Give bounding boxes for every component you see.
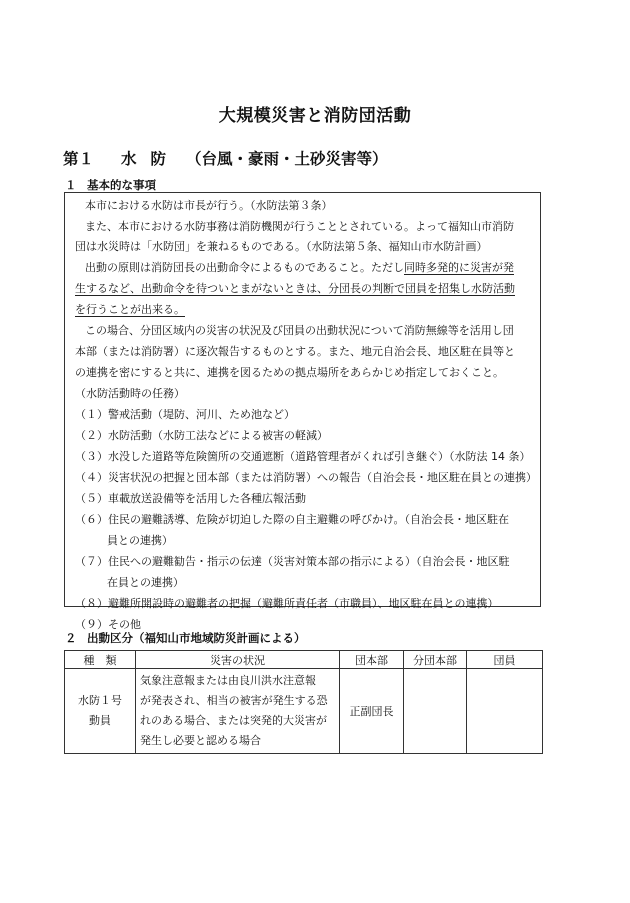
list-item: （７）住民への避難勧告・指示の伝達（災害対策本部の指示による）（自治会長・地区駐 bbox=[75, 555, 510, 568]
column-header-member: 団員 bbox=[467, 651, 543, 669]
list-item: （２）水防活動（水防工法などによる被害の軽減） bbox=[75, 429, 328, 442]
cell-hq: 正副団長 bbox=[340, 669, 404, 754]
list-item: （６）住民の避難誘導、危険が切迫した際の自主避難の呼びかけ。（自治会長・地区駐在 bbox=[75, 513, 510, 526]
section-2-title: 出動区分（福知山市地域防災計画による） bbox=[87, 631, 306, 645]
section-1-box bbox=[64, 192, 541, 631]
list-item-continuation: 員との連携） bbox=[107, 534, 173, 547]
paragraph-line: 団は水災時は「水防団」を兼ねるものである。（水防法第５条、福知山市水防計画） bbox=[75, 240, 488, 253]
underlined-text: 同時多発的に災害が発 bbox=[404, 261, 514, 274]
paragraph-line: 本市における水防は市長が行う。（水防法第３条） bbox=[85, 199, 333, 212]
table-row bbox=[65, 669, 543, 754]
section-1-title: 基本的な事項 bbox=[87, 178, 156, 192]
section-1-heading bbox=[65, 177, 156, 193]
condition-line: れのある場合、または突発的大災害が bbox=[140, 714, 327, 727]
list-item: （５）車載放送設備等を活用した各種広報活動 bbox=[75, 492, 306, 505]
list-item-continuation: 在員との連携） bbox=[107, 576, 184, 589]
column-header-condition: 災害の状況 bbox=[136, 651, 340, 669]
table-header-row bbox=[65, 651, 543, 669]
paragraph-text: 出動の原則は消防団長の出動命令によるものであること。ただし bbox=[85, 261, 404, 274]
condition-line: 気象注意報または由良川洪水注意報 bbox=[140, 674, 316, 687]
column-header-kind: 種 類 bbox=[65, 651, 136, 669]
chapter-number: 第１ bbox=[63, 150, 95, 168]
section-2-number: ２ bbox=[65, 631, 77, 645]
list-item: （１）警戒活動（堤防、河川、ため池など） bbox=[75, 408, 295, 421]
cell-member bbox=[467, 669, 543, 754]
paragraph-line: の連携を密にすると共に、連携を図るための拠点場所をあらかじめ指定しておくこと。 bbox=[75, 366, 504, 379]
list-item: （４）災害状況の把握と団本部（または消防署）への報告（自治会長・地区駐在員との連携） bbox=[75, 471, 537, 484]
condition-line: が発表され、相当の被害が発生する恐 bbox=[140, 694, 328, 707]
paragraph-line bbox=[75, 303, 185, 317]
kind-line: 水防１号 bbox=[78, 694, 122, 707]
column-header-hq: 団本部 bbox=[340, 651, 404, 669]
chapter-title: 水防 bbox=[121, 150, 181, 168]
chapter-subtitle: （台風・豪雨・土砂災害等） bbox=[186, 150, 388, 168]
cell-condition bbox=[136, 669, 340, 754]
paragraph-line: また、本市における水防事務は消防機関が行うこととされている。よって福知山市消防 bbox=[85, 220, 514, 233]
chapter-heading bbox=[63, 147, 388, 169]
underlined-text: を行うことが出来る。 bbox=[75, 303, 185, 316]
section-2-heading bbox=[65, 630, 306, 646]
kind-line: 動員 bbox=[89, 714, 111, 727]
paragraph-line bbox=[75, 282, 515, 296]
list-item: （９）その他 bbox=[75, 618, 141, 631]
cell-kind bbox=[65, 669, 136, 754]
list-heading: （水防活動時の任務） bbox=[75, 387, 185, 400]
paragraph-line: 本部（または消防署）に逐次報告するものとする。また、地元自治会長、地区駐在員等と bbox=[75, 345, 515, 358]
section-1-number: １ bbox=[65, 178, 77, 192]
list-item: （３）水没した道路等危険箇所の交通遮断（道路管理者がくれば引き継ぐ）（水防法 14 条） bbox=[75, 450, 531, 463]
cell-branch-hq bbox=[404, 669, 467, 754]
column-header-branch-hq: 分団本部 bbox=[404, 651, 467, 669]
document-title: 大規模災害と消防団活動 bbox=[218, 106, 412, 126]
paragraph-line: この場合、分団区域内の災害の状況及び団員の出動状況について消防無線等を活用し団 bbox=[85, 324, 514, 337]
list-item: （８）避難所開設時の避難者の把握（避難所責任者（市職員）、地区駐在員との連携） bbox=[75, 597, 499, 610]
mobilization-table bbox=[64, 650, 543, 754]
underlined-text: 生するなど、出動命令を待ついとまがないときは、分団長の判断で団員を招集し水防活動 bbox=[75, 282, 515, 295]
condition-line: 発生し必要と認める場合 bbox=[140, 734, 261, 747]
paragraph-line bbox=[85, 261, 514, 275]
